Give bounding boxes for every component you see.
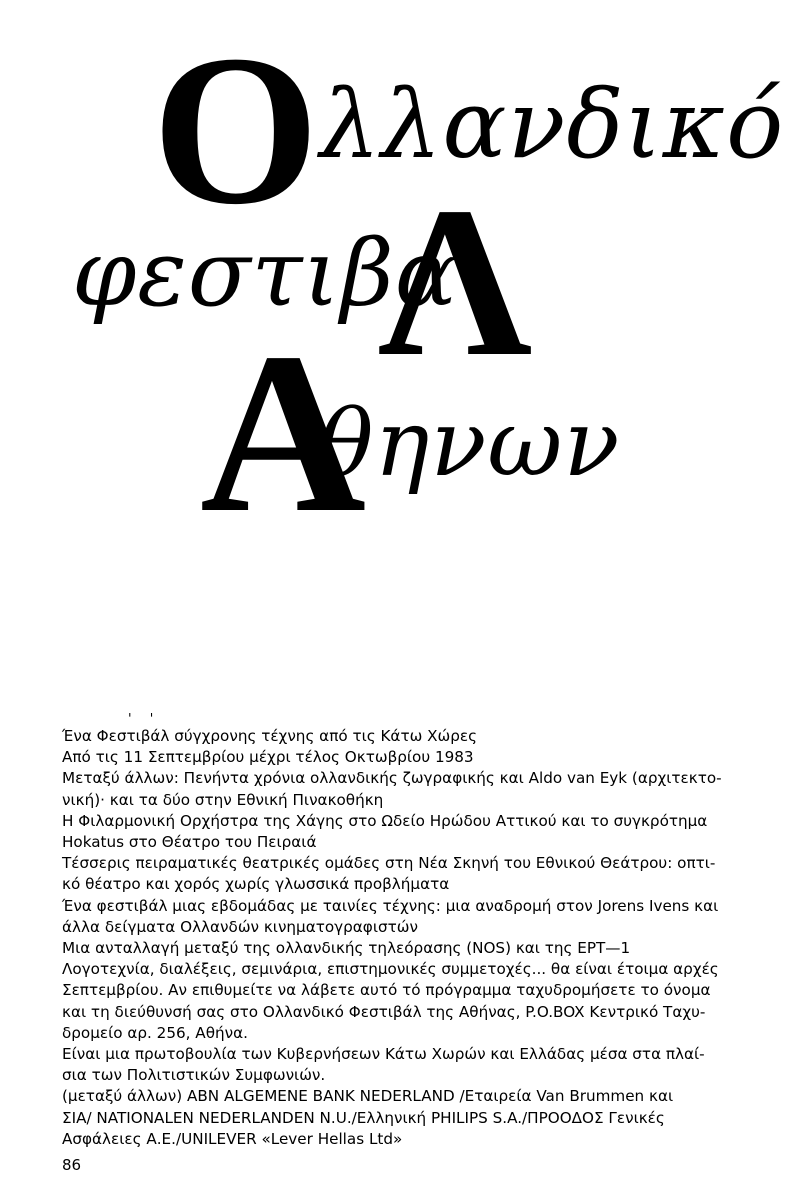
body-line: Ένα φεστιβάλ μιας εβδομάδας με ταινίες τέχνης: μια αναδρομή στον Jorens Ivens και bbox=[62, 896, 719, 915]
title-word-ollandiko: λλανδικό bbox=[320, 70, 785, 180]
body-line: σια των Πολιτιστικών Συμφωνιών. bbox=[62, 1066, 326, 1085]
title-glyph-omicron: Ο bbox=[152, 10, 320, 249]
page-number: 86 bbox=[62, 1156, 82, 1174]
body-line: δρομείο αρ. 256, Αθήνα. bbox=[62, 1023, 248, 1042]
body-line: Η Φιλαρμονική Ορχήστρα της Χάγης στο Ωδείο Ηρώδου Αττικού και το συγκρότημα bbox=[62, 811, 708, 830]
title-word-athinon: θηνων bbox=[318, 390, 621, 497]
body-line: Ένα Φεστιβάλ σύγχρονης τέχνης από τις Κάτω Χώρες bbox=[62, 727, 478, 745]
tick-marks: ' ' bbox=[128, 712, 161, 727]
body-line: Hokatus στο Θέατρο του Πειραιά bbox=[62, 833, 317, 852]
body-line: νική)· και τα δύο στην Εθνική Πινακοθήκη bbox=[62, 790, 384, 809]
body-line: άλλα δείγματα Ολλανδών κινηματογραφιστών bbox=[62, 917, 418, 936]
body-line: Σεπτεμβρίου. Αν επιθυμείτε να λάβετε αυτό τό πρόγραμμα ταχυδρομήσετε το όνομα bbox=[62, 981, 711, 1000]
body-line: Μια ανταλλαγή μεταξύ της ολλανδικής τηλεόρασης (NOS) και της ΕΡΤ—1 bbox=[62, 939, 631, 958]
body-line: Από τις 11 Σεπτεμβρίου μέχρι τέλος Οκτωβρίου 1983 bbox=[62, 748, 474, 767]
body-line: ΣΙΑ/ NATIONALEN NEDERLANDEN N.U./Ελληνική PHILIPS S.A./ΠΡΟΟΔΟΣ Γενικές bbox=[62, 1108, 665, 1127]
title-word-festival: φεστιβα bbox=[72, 220, 458, 327]
body-line: Είναι μια πρωτοβουλία των Κυβερνήσεων Κάτω Χωρών και Ελλάδας μέσα στα πλαί- bbox=[62, 1045, 705, 1064]
body-line: Τέσσερις πειραματικές θεατρικές ομάδες στη Νέα Σκηνή του Εθνικού Θεάτρου: οπτι- bbox=[62, 854, 716, 873]
title-glyph-lambda: Λ bbox=[378, 162, 533, 401]
title-glyph-alpha: Α bbox=[200, 305, 367, 560]
body-line: Λογοτεχνία, διαλέξεις, σεμινάρια, επιστημονικές συμμετοχές... θα είναι έτοιμα αρχές bbox=[62, 960, 719, 979]
body-line: Μεταξύ άλλων: Πενήντα χρόνια ολλανδικής ζωγραφικής και Aldo van Eyk (αρχιτεκτο- bbox=[62, 769, 722, 788]
body-line: (μεταξύ άλλων) ABN ALGEMENE BANK NEDERLAND /Εταιρεία Van Brummen και bbox=[62, 1087, 674, 1106]
poster-body-text bbox=[62, 726, 752, 1150]
body-line: κό θέατρο και χορός χωρίς γλωσσικά προβλήματα bbox=[62, 875, 450, 894]
body-line: και τη διεύθυνσή σας στο Ολλανδικό Φεστιβάλ της Αθήνας, P.O.BOX Κεντρικό Ταχυ- bbox=[62, 1002, 706, 1021]
body-line: Ασφάλειες Α.Ε./UNILEVER «Lever Hellas Ltd» bbox=[62, 1129, 403, 1148]
